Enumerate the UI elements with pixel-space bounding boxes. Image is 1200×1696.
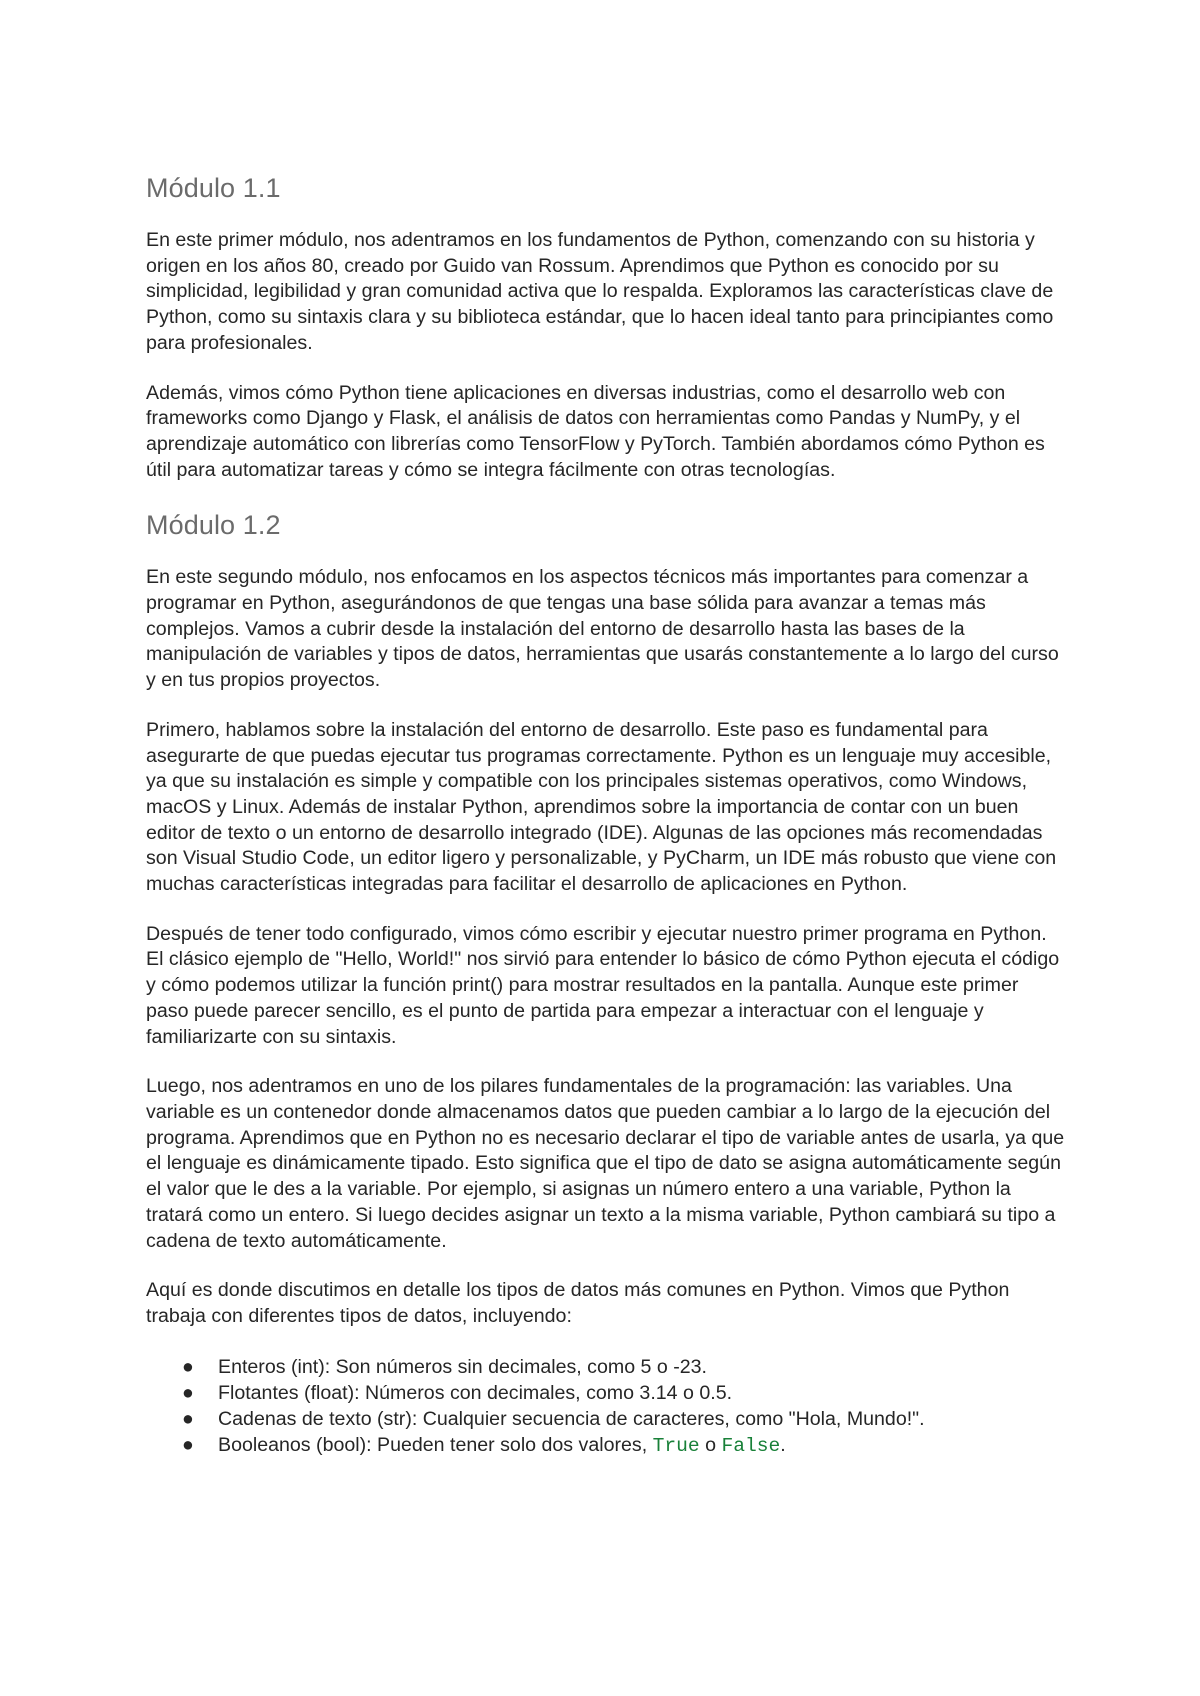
bullet-icon: ● [182,1407,194,1430]
section-module-1-1 [146,170,1066,483]
paragraph: En este primer módulo, nos adentramos en los fundamentos de Python, comenzando con su historia y origen en los años 80, creado por Guido van Rossum. Aprendimos que Python es conocido por su simplicidad, legibilidad y gran comunidad activa que lo respalda. Exploramos las características clave de Python, como su sintaxis clara y su biblioteca estándar, que lo hacen ideal tanto para principiantes como para profesionales. [146,229,1054,354]
paragraph: Además, vimos cómo Python tiene aplicaciones en diversas industrias, como el desarrollo web con frameworks como Django y Flask, el análisis de datos con herramientas como Pandas y NumPy, y el aprendizaje automático con librerías como TensorFlow y PyTorch. También abordamos cómo Python es útil para automatizar tareas y cómo se integra fácilmente con otras tecnologías. [146,381,1045,481]
paragraph: En este segundo módulo, nos enfocamos en los aspectos técnicos más importantes para comenzar a programar en Python, asegurándonos de que tengas una base sólida para avanzar a temas más complejos. Vamos a cubrir desde la instalación del entorno de desarrollo hasta las bases de la manipulación de variables y tipos de datos, herramientas que usarás constantemente a lo largo del curso y en tus propios proyectos. [146,566,1059,692]
section-title: Módulo 1.1 [146,173,281,203]
bullet-icon: ● [182,1381,194,1404]
section-title: Módulo 1.2 [146,510,281,541]
bullet-icon: ● [182,1355,194,1378]
paragraph: Luego, nos adentramos en uno de los pilares fundamentales de la programación: las variables. Una variable es un contenedor donde almacenamos datos que pueden cambiar a lo largo de la ejecución del programa. Aprendimos que en Python no es necesario declarar el tipo de variable antes de usarla, ya que el lenguaje es dinámicamente tipado. Esto significa que el tipo de dato se asigna automáticamente según el valor que le des a la variable. Por ejemplo, si asignas un número entero a una variable, Python la tratará como un entero. Si luego decides asignar un texto a la misma variable, Python cambiará su tipo a cadena de texto automáticamente. [146,1075,1065,1252]
section-module-1-2 [146,507,1066,1458]
data-types-list [146,1354,1066,1459]
list-item-suffix: . [780,1433,786,1456]
list-item-text: Enteros (int): Son números sin decimales, como 5 o -23. [218,1355,707,1378]
list-item-connector: o [699,1433,722,1456]
paragraph: Aquí es donde discutimos en detalle los tipos de datos más comunes en Python. Vimos que Python trabaja con diferentes tipos de datos, incluyendo: [146,1279,1010,1327]
paragraph: Después de tener todo configurado, vimos cómo escribir y ejecutar nuestro primer programa en Python. El clásico ejemplo de "Hello, World!" nos sirvió para entender lo básico de cómo Python ejecuta el código y cómo podemos utilizar la función print() para mostrar resultados en la pantalla. Aunque este primer paso puede parecer sencillo, es el punto de partida para empezar a interactuar con el lenguaje y familiarizarte con su sintaxis. [146,922,1060,1048]
list-item [182,1406,1066,1432]
list-item [182,1354,1066,1380]
document-page [146,170,1066,1459]
list-item-text: Cadenas de texto (str): Cualquier secuencia de caracteres, como "Hola, Mundo!". [218,1407,925,1430]
inline-code-true: True [652,1434,700,1457]
paragraph: Primero, hablamos sobre la instalación del entorno de desarrollo. Este paso es fundamental para asegurarte de que puedas ejecutar tus programas correctamente. Python es un lenguaje muy accesible, ya que su instalación es simple y compatible con los principales sistemas operativos, como Windows, macOS y Linux. Además de instalar Python, aprendimos sobre la importancia de contar con un buen editor de texto o un entorno de desarrollo integrado (IDE). Algunas de las opciones más recomendadas son Visual Studio Code, un editor ligero y personalizable, y PyCharm, un IDE más robusto que viene con muchas características integradas para facilitar el desarrollo de aplicaciones en Python. [146,718,1057,896]
list-item-text: Flotantes (float): Números con decimales, como 3.14 o 0.5. [218,1381,733,1404]
list-item [182,1380,1066,1406]
list-item [182,1432,1066,1459]
list-item-text: Booleanos (bool): Pueden tener solo dos valores, [218,1433,653,1456]
inline-code-false: False [721,1434,781,1457]
bullet-icon: ● [182,1433,194,1456]
